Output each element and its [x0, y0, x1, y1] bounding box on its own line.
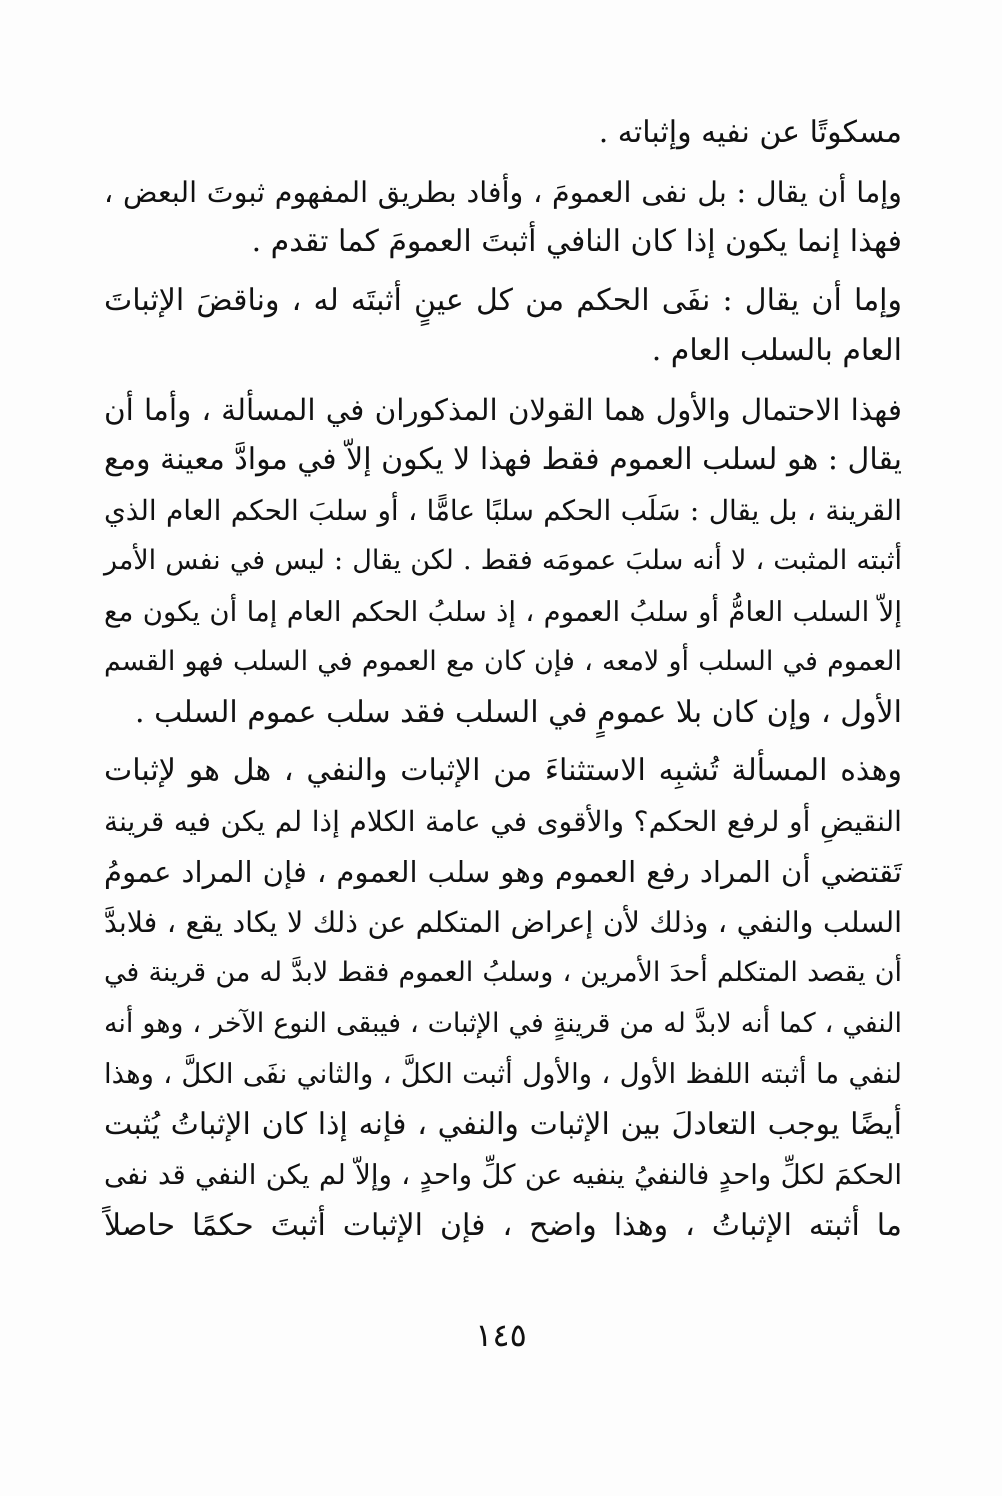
text-line: النقيضِ أو لرفع الحكم؟ والأقوى في عامة الكلام إذا لم يكن فيه قرينة	[104, 804, 902, 838]
text-line: فهذا إنما يكون إذا كان النافي أثبتَ العمومَ كما تقدم .	[251, 224, 902, 259]
text-line: أيضًا يوجب التعادلَ بين الإثبات والنفي ، فإنه إذا كان الإثباتُ يُثبت	[104, 1106, 902, 1142]
page-number: ١٤٥	[475, 1316, 527, 1354]
text-line: أن يقصد المتكلم أحدَ الأمرين ، وسلبُ العموم فقط لابدَّ له من قرينة في	[104, 957, 902, 988]
text-line: تَقتضي أن المراد رفع العموم وهو سلب العموم ، فإن المراد عمومُ	[104, 855, 902, 889]
text-line: السلب والنفي ، وذلك لأن إعراض المتكلم عن ذلك لا يكاد يقع ، فلابدَّ	[104, 905, 902, 939]
paragraph	[104, 108, 902, 159]
text-line: وهذه المسألة تُشبِه الاستثناءَ من الإثبات والنفي ، هل هو لإثبات	[104, 753, 902, 788]
text-line: النفي ، كما أنه لابدَّ له من قرينةٍ في الإثبات ، فيبقى النوع الآخر ، وهو أنه	[104, 1007, 902, 1039]
text-line: العام بالسلب العام .	[651, 333, 902, 368]
paragraph	[104, 385, 902, 739]
paragraph	[104, 276, 902, 377]
text-line: وإما أن يقال : بل نفى العمومَ ، وأفاد بطريق المفهوم ثبوتَ البعض ،	[104, 174, 902, 209]
text-line: إلاّ السلب العامُّ أو سلبُ العموم ، إذ سلبُ الحكم العام إما أن يكون مع	[104, 595, 902, 628]
text-line: مسكوتًا عن نفيه وإثباته .	[598, 115, 902, 150]
text-line: العموم في السلب أو لامعه ، فإن كان مع العموم في السلب فهو القسم	[104, 646, 902, 677]
text-line: فهذا الاحتمال والأول هما القولان المذكوران في المسألة ، وأما أن	[104, 392, 902, 427]
paragraph	[104, 746, 902, 1251]
text-line: الأول ، وإن كان بلا عمومٍ في السلب فقد سلب عموم السلب .	[135, 694, 902, 730]
text-line: القرينة ، بل يقال : سَلَب الحكم سلبًا عامًّا ، أو سلبَ الحكم العام الذي	[104, 493, 902, 527]
text-line: لنفي ما أثبته اللفظ الأول ، والأول أثبت الكلَّ ، والثاني نفَى الكلَّ ، وهذا	[104, 1058, 902, 1090]
text-line: أثبته المثبت ، لا أنه سلبَ عمومَه فقط . لكن يقال : ليس في نفس الأمر	[104, 545, 902, 576]
body-text	[104, 108, 902, 1251]
text-line: يقال : هو لسلب العموم فقط فهذا لا يكون إلاّ في موادَّ معينة ومع	[104, 442, 902, 477]
text-line: الحكمَ لكلِّ واحدٍ فالنفيُ ينفيه عن كلِّ واحدٍ ، وإلاّ لم يكن النفي قد نفى	[104, 1158, 902, 1191]
text-line: وإما أن يقال : نفَى الحكم من كل عينٍ أثبتَه له ، وناقضَ الإثباتَ	[104, 282, 902, 318]
text-line: ما أثبته الإثباتُ ، وهذا واضح ، فإن الإثبات أثبتَ حكمًا حاصلاً	[104, 1207, 902, 1243]
paragraph	[104, 167, 902, 268]
